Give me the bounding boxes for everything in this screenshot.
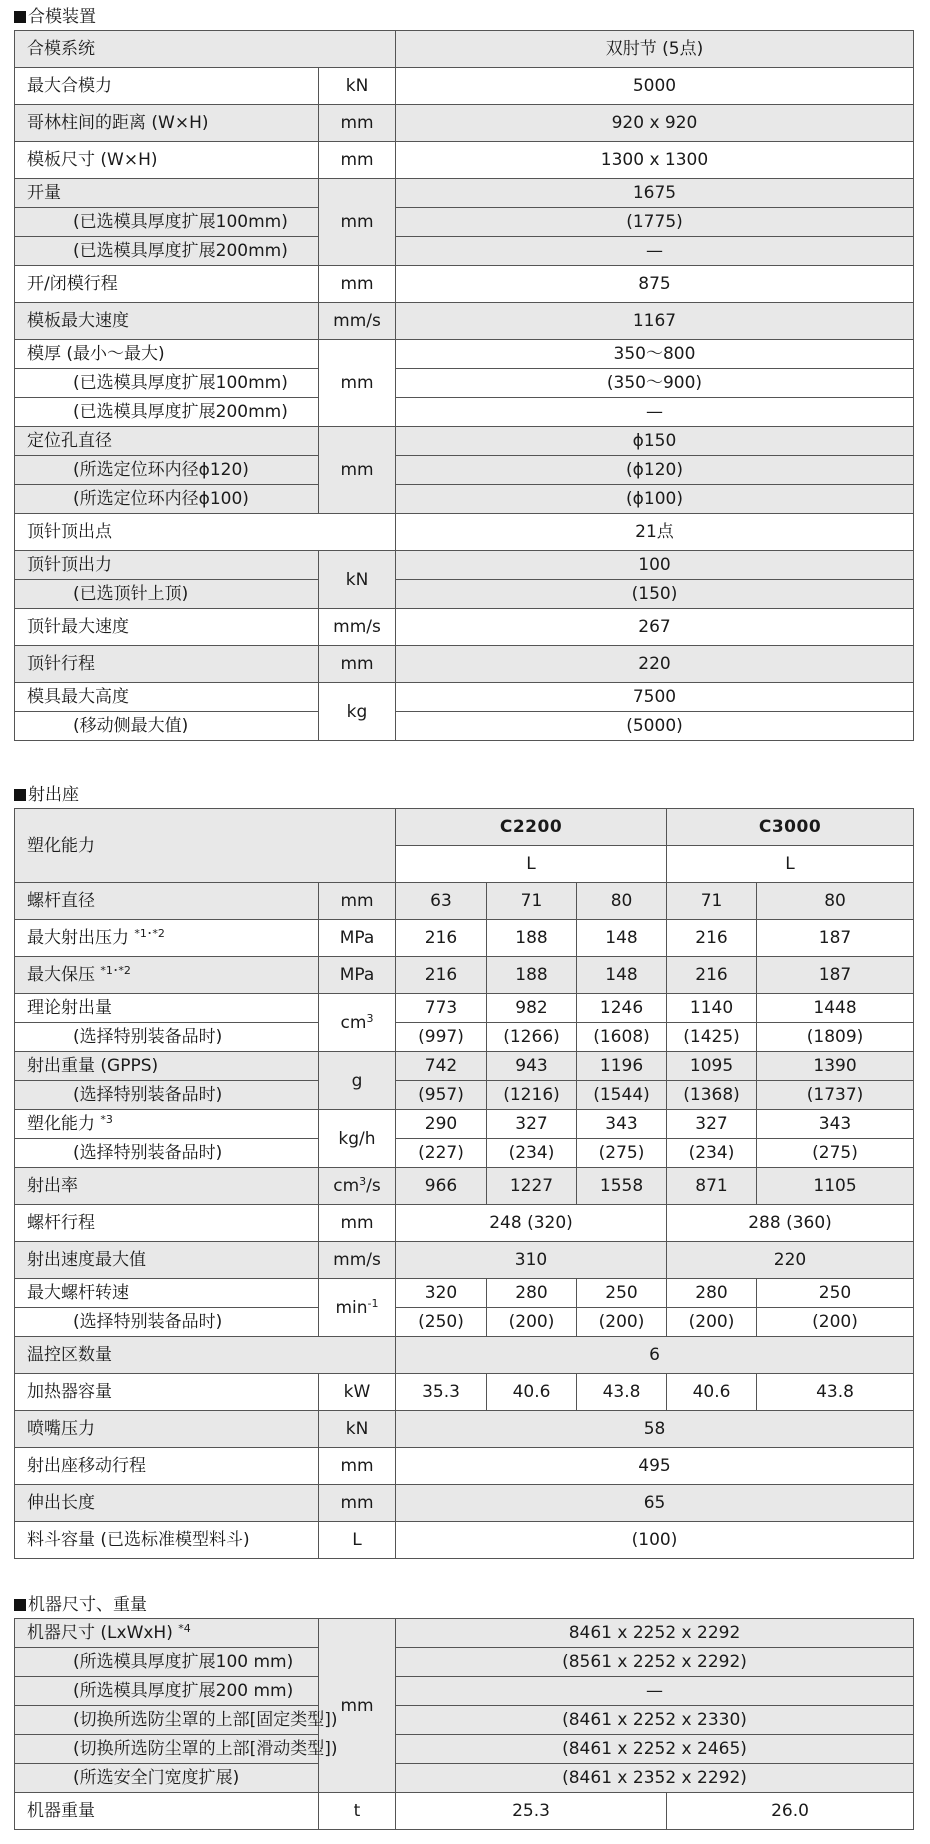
row-unit: MPa bbox=[319, 920, 396, 957]
row-label: 螺杆直径 bbox=[15, 883, 319, 920]
square-bullet-icon bbox=[14, 1599, 26, 1611]
table-row bbox=[15, 609, 914, 646]
row-label: 螺杆行程 bbox=[15, 1205, 319, 1242]
row-value: 288 (360) bbox=[667, 1205, 914, 1242]
row-label: 顶针最大速度 bbox=[15, 609, 319, 646]
row-value: 71 bbox=[667, 883, 757, 920]
row-value: 327 bbox=[695, 1114, 728, 1134]
row-value: 40.6 bbox=[487, 1374, 577, 1411]
row-value: — bbox=[396, 397, 913, 426]
row-value: 216 bbox=[396, 920, 487, 957]
square-bullet-icon bbox=[14, 789, 26, 801]
row-label: 理论射出量 bbox=[27, 998, 112, 1018]
row-unit-cell bbox=[319, 1279, 396, 1337]
row-unit: kW bbox=[319, 1374, 396, 1411]
row-value-stack bbox=[577, 1279, 667, 1337]
table-row bbox=[15, 514, 914, 551]
row-value: 250 bbox=[605, 1283, 638, 1303]
row-label: 机器尺寸 (LxWxH) bbox=[27, 1623, 173, 1643]
row-sublabel: (所选定位环内径ϕ120) bbox=[15, 455, 318, 484]
row-value-stack bbox=[577, 994, 667, 1052]
row-value: 7500 bbox=[632, 687, 677, 707]
row-label: 模厚 (最小～最大) bbox=[27, 344, 165, 364]
row-unit: mm bbox=[319, 427, 396, 514]
table-row bbox=[15, 1279, 914, 1337]
row-label: 最大螺杆转速 bbox=[27, 1283, 129, 1303]
row-unit-tail: /s bbox=[366, 1176, 381, 1196]
row-subvalue: (1216) bbox=[487, 1080, 576, 1109]
row-subvalue: (275) bbox=[757, 1138, 913, 1167]
row-value: (1775) bbox=[396, 207, 913, 236]
table-row bbox=[15, 646, 914, 683]
row-label: 料斗容量 (已选标准模型料斗) bbox=[15, 1522, 319, 1559]
row-value-stack bbox=[757, 1052, 914, 1110]
table-row bbox=[15, 1052, 914, 1110]
row-subvalue: (234) bbox=[667, 1138, 756, 1167]
row-value: (8461 x 2252 x 2330) bbox=[396, 1705, 913, 1734]
row-subvalue: (1266) bbox=[487, 1022, 576, 1051]
row-sublabel: (选择特别装备品时) bbox=[15, 1307, 318, 1336]
row-value: 187 bbox=[757, 957, 914, 994]
row-value: 35.3 bbox=[396, 1374, 487, 1411]
injection-table bbox=[14, 808, 914, 1559]
row-subvalue: (200) bbox=[577, 1307, 666, 1336]
row-label-stack bbox=[15, 551, 319, 609]
table-row bbox=[15, 179, 914, 266]
row-label-stack bbox=[15, 340, 319, 427]
row-subvalue: (234) bbox=[487, 1138, 576, 1167]
footnote-mark: *4 bbox=[178, 1622, 191, 1635]
row-value: 280 bbox=[515, 1283, 548, 1303]
row-value-stack bbox=[487, 994, 577, 1052]
row-value: 21点 bbox=[396, 514, 914, 551]
row-value: 26.0 bbox=[667, 1793, 914, 1830]
row-value: 343 bbox=[605, 1114, 638, 1134]
row-value: 320 bbox=[424, 1283, 458, 1303]
row-value: 871 bbox=[667, 1168, 757, 1205]
row-value: 327 bbox=[515, 1114, 548, 1134]
row-value: 6 bbox=[396, 1337, 914, 1374]
table-row bbox=[15, 266, 914, 303]
row-subvalue: (200) bbox=[487, 1307, 576, 1336]
row-value: 1095 bbox=[689, 1056, 734, 1076]
row-value: (8561 x 2252 x 2292) bbox=[396, 1647, 913, 1676]
row-unit: mm bbox=[319, 883, 396, 920]
row-value: 80 bbox=[577, 883, 667, 920]
row-sublabel: (选择特别装备品时) bbox=[15, 1138, 318, 1167]
row-unit: kg/h bbox=[319, 1110, 396, 1168]
table-row bbox=[15, 1793, 914, 1830]
row-value: 248 (320) bbox=[396, 1205, 667, 1242]
row-label: 射出重量 (GPPS) bbox=[27, 1056, 159, 1076]
row-value-stack bbox=[757, 994, 914, 1052]
table-row bbox=[15, 142, 914, 179]
row-unit: kN bbox=[319, 68, 396, 105]
row-value: (ϕ100) bbox=[396, 484, 913, 513]
row-value: 216 bbox=[667, 957, 757, 994]
row-sublabel: (选择特别装备品时) bbox=[15, 1080, 318, 1109]
row-subvalue: (1368) bbox=[667, 1080, 756, 1109]
row-value: 63 bbox=[396, 883, 487, 920]
row-value: 148 bbox=[577, 957, 667, 994]
row-label: 最大保压 bbox=[27, 965, 95, 985]
row-value: 148 bbox=[577, 920, 667, 957]
row-value: 80 bbox=[757, 883, 914, 920]
row-value: 216 bbox=[667, 920, 757, 957]
row-unit: mm bbox=[319, 105, 396, 142]
row-label: 顶针行程 bbox=[15, 646, 319, 683]
row-unit: kg bbox=[319, 683, 396, 741]
row-unit: cm bbox=[340, 1012, 367, 1033]
row-subvalue: (1608) bbox=[577, 1022, 666, 1051]
row-label: 合模系统 bbox=[15, 31, 396, 68]
row-label: 顶针顶出点 bbox=[15, 514, 396, 551]
row-label-stack bbox=[15, 994, 319, 1052]
row-unit: mm bbox=[319, 142, 396, 179]
row-sublabel: (已选顶针上顶) bbox=[15, 579, 318, 608]
row-subvalue: (200) bbox=[667, 1307, 756, 1336]
footnote-mark: *1･*2 bbox=[100, 964, 131, 977]
row-value: 58 bbox=[396, 1411, 914, 1448]
row-label-stack bbox=[15, 427, 319, 514]
row-value: 1246 bbox=[599, 998, 644, 1018]
row-value: (ϕ120) bbox=[396, 455, 913, 484]
type-c2200: L bbox=[396, 846, 667, 883]
table-row bbox=[15, 1110, 914, 1168]
row-value: 43.8 bbox=[757, 1374, 914, 1411]
row-unit: kN bbox=[319, 551, 396, 609]
row-value: 343 bbox=[818, 1114, 852, 1134]
row-value: 350～800 bbox=[613, 344, 696, 364]
row-label-stack bbox=[15, 1052, 319, 1110]
row-value: (8461 x 2352 x 2292) bbox=[396, 1763, 913, 1792]
row-label: 模板尺寸 (W×H) bbox=[15, 142, 319, 179]
row-unit: cm bbox=[333, 1176, 360, 1196]
row-value: 8461 x 2252 x 2292 bbox=[568, 1623, 741, 1643]
row-value-stack bbox=[396, 551, 914, 609]
row-value: 1300 x 1300 bbox=[396, 142, 914, 179]
row-value: 188 bbox=[487, 957, 577, 994]
row-sublabel: (所选安全门宽度扩展) bbox=[15, 1763, 318, 1792]
row-value: 100 bbox=[638, 555, 671, 575]
row-subvalue: (1425) bbox=[667, 1022, 756, 1051]
row-unit: mm bbox=[319, 646, 396, 683]
dimensions-table bbox=[14, 1618, 914, 1830]
row-value: 1105 bbox=[757, 1168, 914, 1205]
row-value: 742 bbox=[424, 1056, 458, 1076]
table-row bbox=[15, 1522, 914, 1559]
row-value-stack bbox=[487, 1279, 577, 1337]
row-label-stack bbox=[15, 683, 319, 741]
table-row bbox=[15, 427, 914, 514]
row-value: 43.8 bbox=[577, 1374, 667, 1411]
table-row bbox=[15, 994, 914, 1052]
row-label: 顶针顶出力 bbox=[27, 555, 112, 575]
row-value-stack bbox=[396, 1052, 487, 1110]
row-value: 187 bbox=[757, 920, 914, 957]
row-value: 71 bbox=[487, 883, 577, 920]
section-title-clamping bbox=[14, 6, 96, 28]
row-label: 塑化能力 bbox=[27, 1114, 95, 1134]
row-value: (5000) bbox=[396, 711, 913, 740]
row-value: 220 bbox=[667, 1242, 914, 1279]
row-unit: mm bbox=[319, 1619, 396, 1793]
row-label: 射出速度最大值 bbox=[15, 1242, 319, 1279]
row-value: 943 bbox=[515, 1056, 548, 1076]
row-value-stack bbox=[396, 1619, 914, 1793]
table-row bbox=[15, 105, 914, 142]
row-label-stack bbox=[15, 1619, 338, 1793]
table-row bbox=[15, 957, 914, 994]
row-value-stack bbox=[487, 1052, 577, 1110]
table-row bbox=[15, 883, 914, 920]
row-value: 5000 bbox=[396, 68, 914, 105]
row-unit: mm bbox=[319, 1205, 396, 1242]
row-value: 220 bbox=[396, 646, 914, 683]
row-value: 267 bbox=[396, 609, 914, 646]
row-value: 1227 bbox=[487, 1168, 577, 1205]
row-subvalue: (997) bbox=[396, 1022, 486, 1051]
row-value: 188 bbox=[487, 920, 577, 957]
row-value-stack bbox=[396, 683, 914, 741]
row-sublabel: (所选模具厚度扩展200 mm) bbox=[15, 1676, 318, 1705]
row-unit: mm bbox=[319, 1485, 396, 1522]
row-label-cell bbox=[15, 957, 319, 994]
row-label: 哥林柱间的距离 (W×H) bbox=[15, 105, 319, 142]
row-value: 1140 bbox=[689, 998, 734, 1018]
row-subvalue: (275) bbox=[577, 1138, 666, 1167]
table-row bbox=[15, 340, 914, 427]
row-value: 290 bbox=[424, 1114, 458, 1134]
row-unit: kN bbox=[319, 1411, 396, 1448]
row-label-stack bbox=[15, 179, 319, 266]
footnote-mark: *3 bbox=[100, 1113, 113, 1126]
row-sublabel: (已选模具厚度扩展200mm) bbox=[15, 397, 318, 426]
row-value: 40.6 bbox=[667, 1374, 757, 1411]
row-value-stack bbox=[757, 1110, 914, 1168]
row-subvalue: (250) bbox=[396, 1307, 486, 1336]
table-row bbox=[15, 1205, 914, 1242]
row-value-stack bbox=[667, 1279, 757, 1337]
table-row bbox=[15, 1337, 914, 1374]
row-label: 射出座移动行程 bbox=[15, 1448, 319, 1485]
row-sublabel: (所选模具厚度扩展100 mm) bbox=[15, 1647, 318, 1676]
row-label: 塑化能力 bbox=[15, 809, 396, 883]
row-label: 喷嘴压力 bbox=[15, 1411, 319, 1448]
table-row bbox=[15, 809, 914, 846]
row-value: 773 bbox=[424, 998, 458, 1018]
row-value: 310 bbox=[396, 1242, 667, 1279]
row-value-stack bbox=[396, 340, 914, 427]
row-label: 模板最大速度 bbox=[15, 303, 319, 340]
row-value: 1558 bbox=[577, 1168, 667, 1205]
table-row bbox=[15, 303, 914, 340]
row-label: 射出率 bbox=[15, 1168, 319, 1205]
row-subvalue: (957) bbox=[396, 1080, 486, 1109]
row-value: — bbox=[396, 1676, 913, 1705]
table-row bbox=[15, 551, 914, 609]
row-value: 25.3 bbox=[396, 1793, 667, 1830]
row-value: (100) bbox=[396, 1522, 914, 1559]
row-sublabel: (选择特别装备品时) bbox=[15, 1022, 318, 1051]
table-row bbox=[15, 1242, 914, 1279]
row-value-stack bbox=[667, 1052, 757, 1110]
row-label-line bbox=[15, 1110, 318, 1138]
unit-superscript: -1 bbox=[367, 1296, 379, 1310]
row-label: 伸出长度 bbox=[15, 1485, 319, 1522]
model-c2200-header: C2200 bbox=[396, 809, 667, 846]
row-sublabel: (所选定位环内径ϕ100) bbox=[15, 484, 318, 513]
row-unit: mm/s bbox=[319, 609, 396, 646]
row-value-stack bbox=[396, 179, 914, 266]
table-row bbox=[15, 1168, 914, 1205]
row-label: 最大合模力 bbox=[15, 68, 319, 105]
row-value-stack bbox=[577, 1052, 667, 1110]
row-value: 65 bbox=[396, 1485, 914, 1522]
row-value: 495 bbox=[396, 1448, 914, 1485]
row-value: 1390 bbox=[813, 1056, 857, 1076]
row-value-stack bbox=[396, 1110, 487, 1168]
row-value-stack bbox=[667, 1110, 757, 1168]
row-label: 定位孔直径 bbox=[27, 431, 112, 451]
section-title-injection bbox=[14, 784, 79, 806]
row-value: 280 bbox=[695, 1283, 728, 1303]
row-unit-cell bbox=[319, 994, 396, 1052]
row-value: (350～900) bbox=[396, 368, 913, 397]
row-value: 875 bbox=[396, 266, 914, 303]
row-value: 920 x 920 bbox=[396, 105, 914, 142]
unit-superscript: 3 bbox=[359, 1175, 367, 1188]
type-c3000: L bbox=[667, 846, 914, 883]
section-title-dimensions bbox=[14, 1594, 147, 1616]
row-label-cell bbox=[15, 920, 319, 957]
row-unit: mm bbox=[319, 179, 396, 266]
square-bullet-icon bbox=[14, 11, 26, 23]
row-value-stack bbox=[757, 1279, 914, 1337]
row-unit: mm bbox=[319, 1448, 396, 1485]
row-value: (150) bbox=[396, 579, 913, 608]
row-unit: min bbox=[335, 1297, 368, 1318]
model-c3000-header: C3000 bbox=[667, 809, 914, 846]
row-value: 1448 bbox=[813, 998, 857, 1018]
table-row bbox=[15, 1619, 914, 1793]
table-row bbox=[15, 68, 914, 105]
row-label: 机器重量 bbox=[15, 1793, 319, 1830]
table-row bbox=[15, 1448, 914, 1485]
row-label-stack bbox=[15, 1279, 319, 1337]
row-label: 最大射出压力 bbox=[27, 928, 129, 948]
row-value: 1167 bbox=[396, 303, 914, 340]
row-value: — bbox=[396, 236, 913, 265]
unit-superscript: 3 bbox=[366, 1011, 374, 1025]
table-row bbox=[15, 683, 914, 741]
section-title-text: 合模装置 bbox=[28, 7, 96, 27]
row-value-stack bbox=[396, 994, 487, 1052]
row-value: 1196 bbox=[599, 1056, 644, 1076]
row-subvalue: (200) bbox=[757, 1307, 913, 1336]
row-unit: mm/s bbox=[319, 1242, 396, 1279]
table-row bbox=[15, 1411, 914, 1448]
row-value-stack bbox=[396, 1279, 487, 1337]
row-unit: L bbox=[319, 1522, 396, 1559]
row-value: 250 bbox=[818, 1283, 852, 1303]
row-label: 开量 bbox=[27, 183, 61, 203]
row-unit: MPa bbox=[319, 957, 396, 994]
row-value-stack bbox=[396, 427, 914, 514]
row-sublabel: (切换所选防尘罩的上部[滑动类型]) bbox=[15, 1734, 318, 1763]
row-value: ϕ150 bbox=[632, 431, 677, 451]
row-value: 双肘节 (5点) bbox=[396, 31, 914, 68]
row-sublabel: (已选模具厚度扩展200mm) bbox=[15, 236, 318, 265]
row-label: 温控区数量 bbox=[15, 1337, 396, 1374]
row-value-stack bbox=[487, 1110, 577, 1168]
row-subvalue: (1544) bbox=[577, 1080, 666, 1109]
table-row bbox=[15, 920, 914, 957]
table-row bbox=[15, 1374, 914, 1411]
row-label: 加热器容量 bbox=[15, 1374, 319, 1411]
row-sublabel: (已选模具厚度扩展100mm) bbox=[15, 207, 318, 236]
row-unit-cell bbox=[319, 1168, 396, 1205]
row-unit: mm/s bbox=[319, 303, 396, 340]
row-sublabel: (移动侧最大值) bbox=[15, 711, 318, 740]
row-sublabel: (切换所选防尘罩的上部[固定类型]) bbox=[15, 1705, 318, 1734]
row-value: 982 bbox=[515, 998, 548, 1018]
row-subvalue: (1737) bbox=[757, 1080, 913, 1109]
footnote-mark: *1･*2 bbox=[134, 927, 165, 940]
row-unit: mm bbox=[319, 340, 396, 427]
row-value: (8461 x 2252 x 2465) bbox=[396, 1734, 913, 1763]
row-label-line bbox=[15, 1619, 318, 1647]
row-unit: g bbox=[319, 1052, 396, 1110]
section-title-text: 射出座 bbox=[28, 785, 79, 805]
table-row bbox=[15, 1485, 914, 1522]
row-label-stack bbox=[15, 1110, 319, 1168]
table-row bbox=[15, 31, 914, 68]
row-value-stack bbox=[667, 994, 757, 1052]
row-subvalue: (1809) bbox=[757, 1022, 913, 1051]
row-value-stack bbox=[577, 1110, 667, 1168]
row-label: 模具最大高度 bbox=[27, 687, 129, 707]
row-label: 开/闭模行程 bbox=[15, 266, 319, 303]
row-sublabel: (已选模具厚度扩展100mm) bbox=[15, 368, 318, 397]
row-subvalue: (227) bbox=[396, 1138, 486, 1167]
section-title-text: 机器尺寸、重量 bbox=[28, 1595, 147, 1615]
row-value: 216 bbox=[396, 957, 487, 994]
row-value: 966 bbox=[396, 1168, 487, 1205]
row-unit: mm bbox=[319, 266, 396, 303]
row-unit: t bbox=[319, 1793, 396, 1830]
row-value: 1675 bbox=[632, 183, 677, 203]
clamping-table bbox=[14, 30, 914, 741]
